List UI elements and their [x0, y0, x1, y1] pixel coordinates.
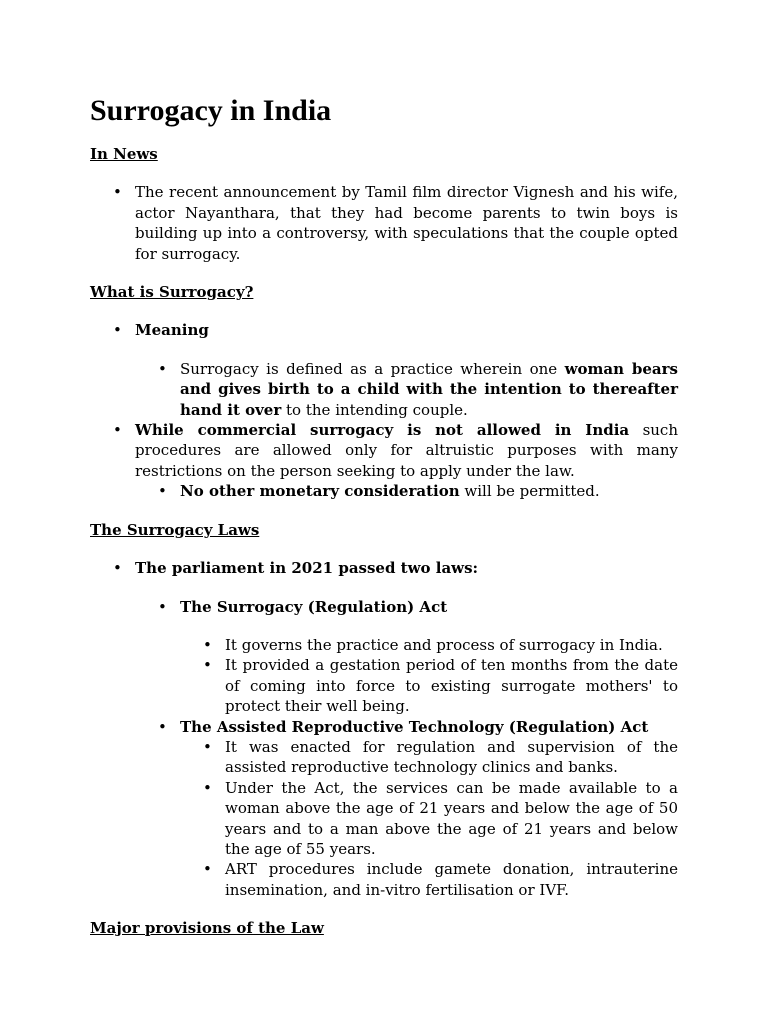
meaning-item [135, 320, 678, 420]
meaning-bold: woman bears and gives birth to a child with the intention to thereafter hand it over [180, 359, 678, 419]
act2-name: The Assisted Reproductive Technology (Regulation) Act [180, 717, 649, 736]
meaning-sublist [180, 359, 678, 420]
page-title: Surrogacy in India [90, 94, 332, 127]
act2-item [180, 717, 678, 901]
document-page [90, 92, 678, 939]
laws-intro-item [135, 558, 678, 900]
monetary-rest: will be permitted. [459, 482, 600, 501]
act1-point: • It provided a gestation period of ten months from the date of coming into force to existing surrogate mothers' to protect their well being. [225, 655, 678, 716]
act1-name: The Surrogacy (Regulation) Act [180, 597, 448, 616]
laws-heading: The Surrogacy Laws [90, 520, 260, 539]
in-news-heading: In News [90, 145, 158, 163]
act1-point: • It governs the practice and process of surrogacy in India. [225, 635, 678, 655]
laws-list [135, 558, 678, 900]
in-news-item: • The recent announcement by Tamil film director Vignesh and his wife, actor Nayanthara, that they had become parents to twin boys is building up into a controversy, with speculations that the couple opted for surrogacy. [135, 182, 678, 264]
meaning-definition [180, 359, 678, 420]
act1-points [225, 635, 678, 717]
what-is-list [135, 320, 678, 501]
commercial-bold: While commercial surrogacy is not allowed in India [135, 421, 630, 440]
act2-point: • It was enacted for regulation and supervision of the assisted reproductive technology clinics and banks. [225, 737, 678, 778]
laws-intro: The parliament in 2021 passed two laws: [135, 559, 479, 578]
in-news-list [135, 182, 678, 264]
commercial-sublist [180, 481, 678, 501]
meaning-pre: Surrogacy is defined as a practice wherein one [180, 359, 565, 378]
act2-point: • ART procedures include gamete donation, intrauterine insemination, and in-vitro fertilisation or IVF. [225, 859, 678, 900]
major-provisions-heading: Major provisions of the Law [90, 919, 324, 938]
acts-list [180, 597, 678, 901]
commercial-item [135, 420, 678, 502]
monetary-item [180, 481, 678, 501]
what-is-heading: What is Surrogacy? [90, 283, 254, 302]
act2-points [225, 737, 678, 900]
commercial-rest: such procedures are allowed only for altruistic purposes with many restrictions on the person seeking to apply under the law. [135, 421, 678, 480]
act1-item [180, 597, 678, 717]
monetary-bold: No other monetary consideration [180, 482, 460, 501]
meaning-post: to the intending couple. [281, 400, 468, 419]
meaning-label: Meaning [135, 321, 209, 340]
act2-point: • Under the Act, the services can be made available to a woman above the age of 21 years and below the age of 50 years and to a man above the age of 21 years and below the age of 55 years. [225, 778, 678, 860]
